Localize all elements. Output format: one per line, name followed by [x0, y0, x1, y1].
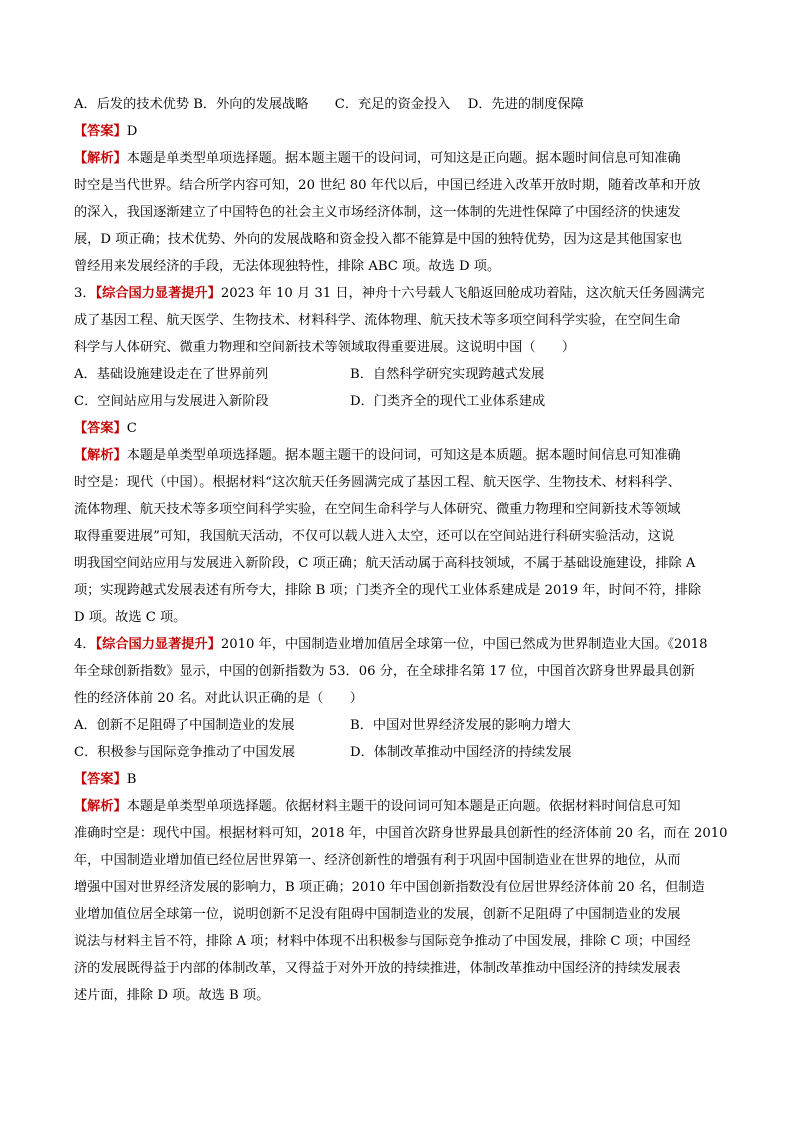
- answer-label: 【答案】: [74, 421, 127, 436]
- option-b: B．自然科学研究实现跨越式发展: [350, 367, 545, 382]
- answer-value: C: [126, 421, 137, 436]
- analysis-line: 的深入，我国逐渐建立了中国特色的社会主义市场经济体制，这一体制的先进性保障了中国经济的快速发: [74, 205, 681, 220]
- analysis-line: D 项。故选 C 项。: [74, 610, 187, 625]
- analysis-line: 说法与材料主旨不符，排除 A 项；材料中体现不出积极参与国际竞争推动了中国发展，排除 C 项；中国经: [74, 934, 691, 949]
- question-stem-line: 性的经济体前 20 名。对此认识正确的是（ ）: [74, 691, 363, 706]
- analysis-label: 【解析】: [74, 151, 127, 166]
- question-number: 3．: [74, 286, 96, 301]
- q3-answer: [74, 415, 728, 442]
- analysis-line: 述片面，排除 D 项。故选 B 项。: [74, 988, 270, 1003]
- analysis-line: 时空是：现代（中国）。根据材料“这次航天任务圆满完成了基因工程、航天医学、生物技术、材料科学、: [74, 475, 681, 490]
- question-4: [74, 631, 728, 1009]
- option-a: A．基础设施建设走在了世界前列: [74, 367, 269, 382]
- option-d: D．体制改革推动中国经济的持续发展: [350, 745, 572, 760]
- analysis-line: 曾经用来发展经济的手段，无法体现独特性，排除 ABC 项。故选 D 项。: [74, 259, 501, 274]
- question-stem-line: 成了基因工程、航天医学、生物技术、材料科学、流体物理、航天技术等多项空间科学实验，在空间生命: [74, 313, 681, 328]
- question-3: [74, 280, 728, 631]
- option-c: C．空间站应用与发展进入新阶段: [74, 394, 269, 409]
- analysis-line: 时空是当代世界。结合所学内容可知，20 世纪 80 年代以后，中国已经进入改革开放时期，随着改革和开放: [74, 178, 701, 193]
- question-stem-line: 4．【综合国力显著提升】2010 年，中国制造业增加值居全球第一位，中国已然成为世界制造业大国。《2018: [74, 637, 708, 652]
- analysis-label: 【解析】: [74, 448, 127, 463]
- question-stem-line: 年全球创新指数》显示，中国的创新指数为 53．06 分，在全球排名第 17 位，中国首次跻身世界最具创新: [74, 664, 695, 679]
- q2-answer: [74, 118, 728, 145]
- question-stem-line: 科学与人体研究、微重力物理和空间新技术等领域取得重要进展。这说明中国（ ）: [74, 340, 576, 355]
- q2-analysis: [74, 145, 728, 280]
- analysis-line: 【解析】本题是单类型单项选择题。依据材料主题干的设问词可知本题是正向题。依据材料时间信息可知: [74, 799, 681, 814]
- analysis-line: 济的发展既得益于内部的体制改革，又得益于对外开放的持续推进，体制改革推动中国经济的持续发展表: [74, 961, 681, 976]
- options-row: [74, 361, 728, 388]
- question-tag: 【综合国力显著提升】: [95, 637, 221, 652]
- options-row: [74, 388, 728, 415]
- options-row: [74, 712, 728, 739]
- analysis-line: 展，D 项正确；技术优势、外向的发展战略和资金投入都不能算是中国的独特优势，因为这是其他国家也: [74, 232, 683, 247]
- option-d: D．门类齐全的现代工业体系建成: [350, 394, 546, 409]
- option-b: B．中国对世界经济发展的影响力增大: [350, 718, 571, 733]
- analysis-line: 年，中国制造业增加值已经位居世界第一、经济创新性的增强有利于巩固中国制造业在世界的地位，从而: [74, 853, 681, 868]
- option-c: C．积极参与国际竞争推动了中国发展: [74, 745, 296, 760]
- analysis-line: 流体物理、航天技术等多项空间科学实验，在空间生命科学与人体研究、微重力物理和空间新技术等领域: [74, 502, 681, 517]
- document-page: [74, 91, 728, 1009]
- answer-label: 【答案】: [74, 124, 127, 139]
- analysis-line: 业增加值位居全球第一位，说明创新不足没有阻碍中国制造业的发展，创新不足阻碍了中国制造业的发展: [74, 907, 681, 922]
- analysis-line: 【解析】本题是单类型单项选择题。据本题主题干的设问词，可知这是正向题。据本题时间信息可知准确: [74, 151, 681, 166]
- question-stem-line: 3．【综合国力显著提升】2023 年 10 月 31 日，神舟十六号载人飞船返回舱成功着陆，这次航天任务圆满完: [74, 286, 705, 301]
- answer-value: D: [126, 124, 138, 139]
- options-row: [74, 739, 728, 766]
- q2-options: A．后发的技术优势 B．外向的发展战略 C．充足的资金投入 D．先进的制度保障: [74, 97, 584, 112]
- question-number: 4．: [74, 637, 96, 652]
- answer-value: B: [126, 772, 137, 787]
- analysis-line: 增强中国对世界经济发展的影响力，B 项正确；2010 年中国创新指数没有位居世界经济体前 20 名，但制造: [74, 880, 705, 895]
- question-tag: 【综合国力显著提升】: [95, 286, 221, 301]
- option-a: A．创新不足阻碍了中国制造业的发展: [74, 718, 295, 733]
- answer-label: 【答案】: [74, 772, 127, 787]
- analysis-label: 【解析】: [74, 799, 127, 814]
- analysis-line: 明我国空间站应用与发展进入新阶段，C 项正确；航天活动属于高科技领域，不属于基础设施建设，排除 A: [74, 556, 696, 571]
- analysis-line: 项；实现跨越式发展表述有所夸大，排除 B 项；门类齐全的现代工业体系建成是 2019 年，时间不符，排除: [74, 583, 702, 598]
- q4-answer: [74, 766, 728, 793]
- analysis-line: 【解析】本题是单类型单项选择题。据本题主题干的设问词，可知这是本质题。据本题时间信息可知准确: [74, 448, 681, 463]
- analysis-line: 准确时空是：现代中国。根据材料可知，2018 年，中国首次跻身世界最具创新性的经济体前 20 名，而在 2010: [74, 826, 728, 841]
- analysis-line: 取得重要进展”可知，我国航天活动，不仅可以载人进入太空，还可以在空间站进行科研实验活动，这说: [74, 529, 675, 544]
